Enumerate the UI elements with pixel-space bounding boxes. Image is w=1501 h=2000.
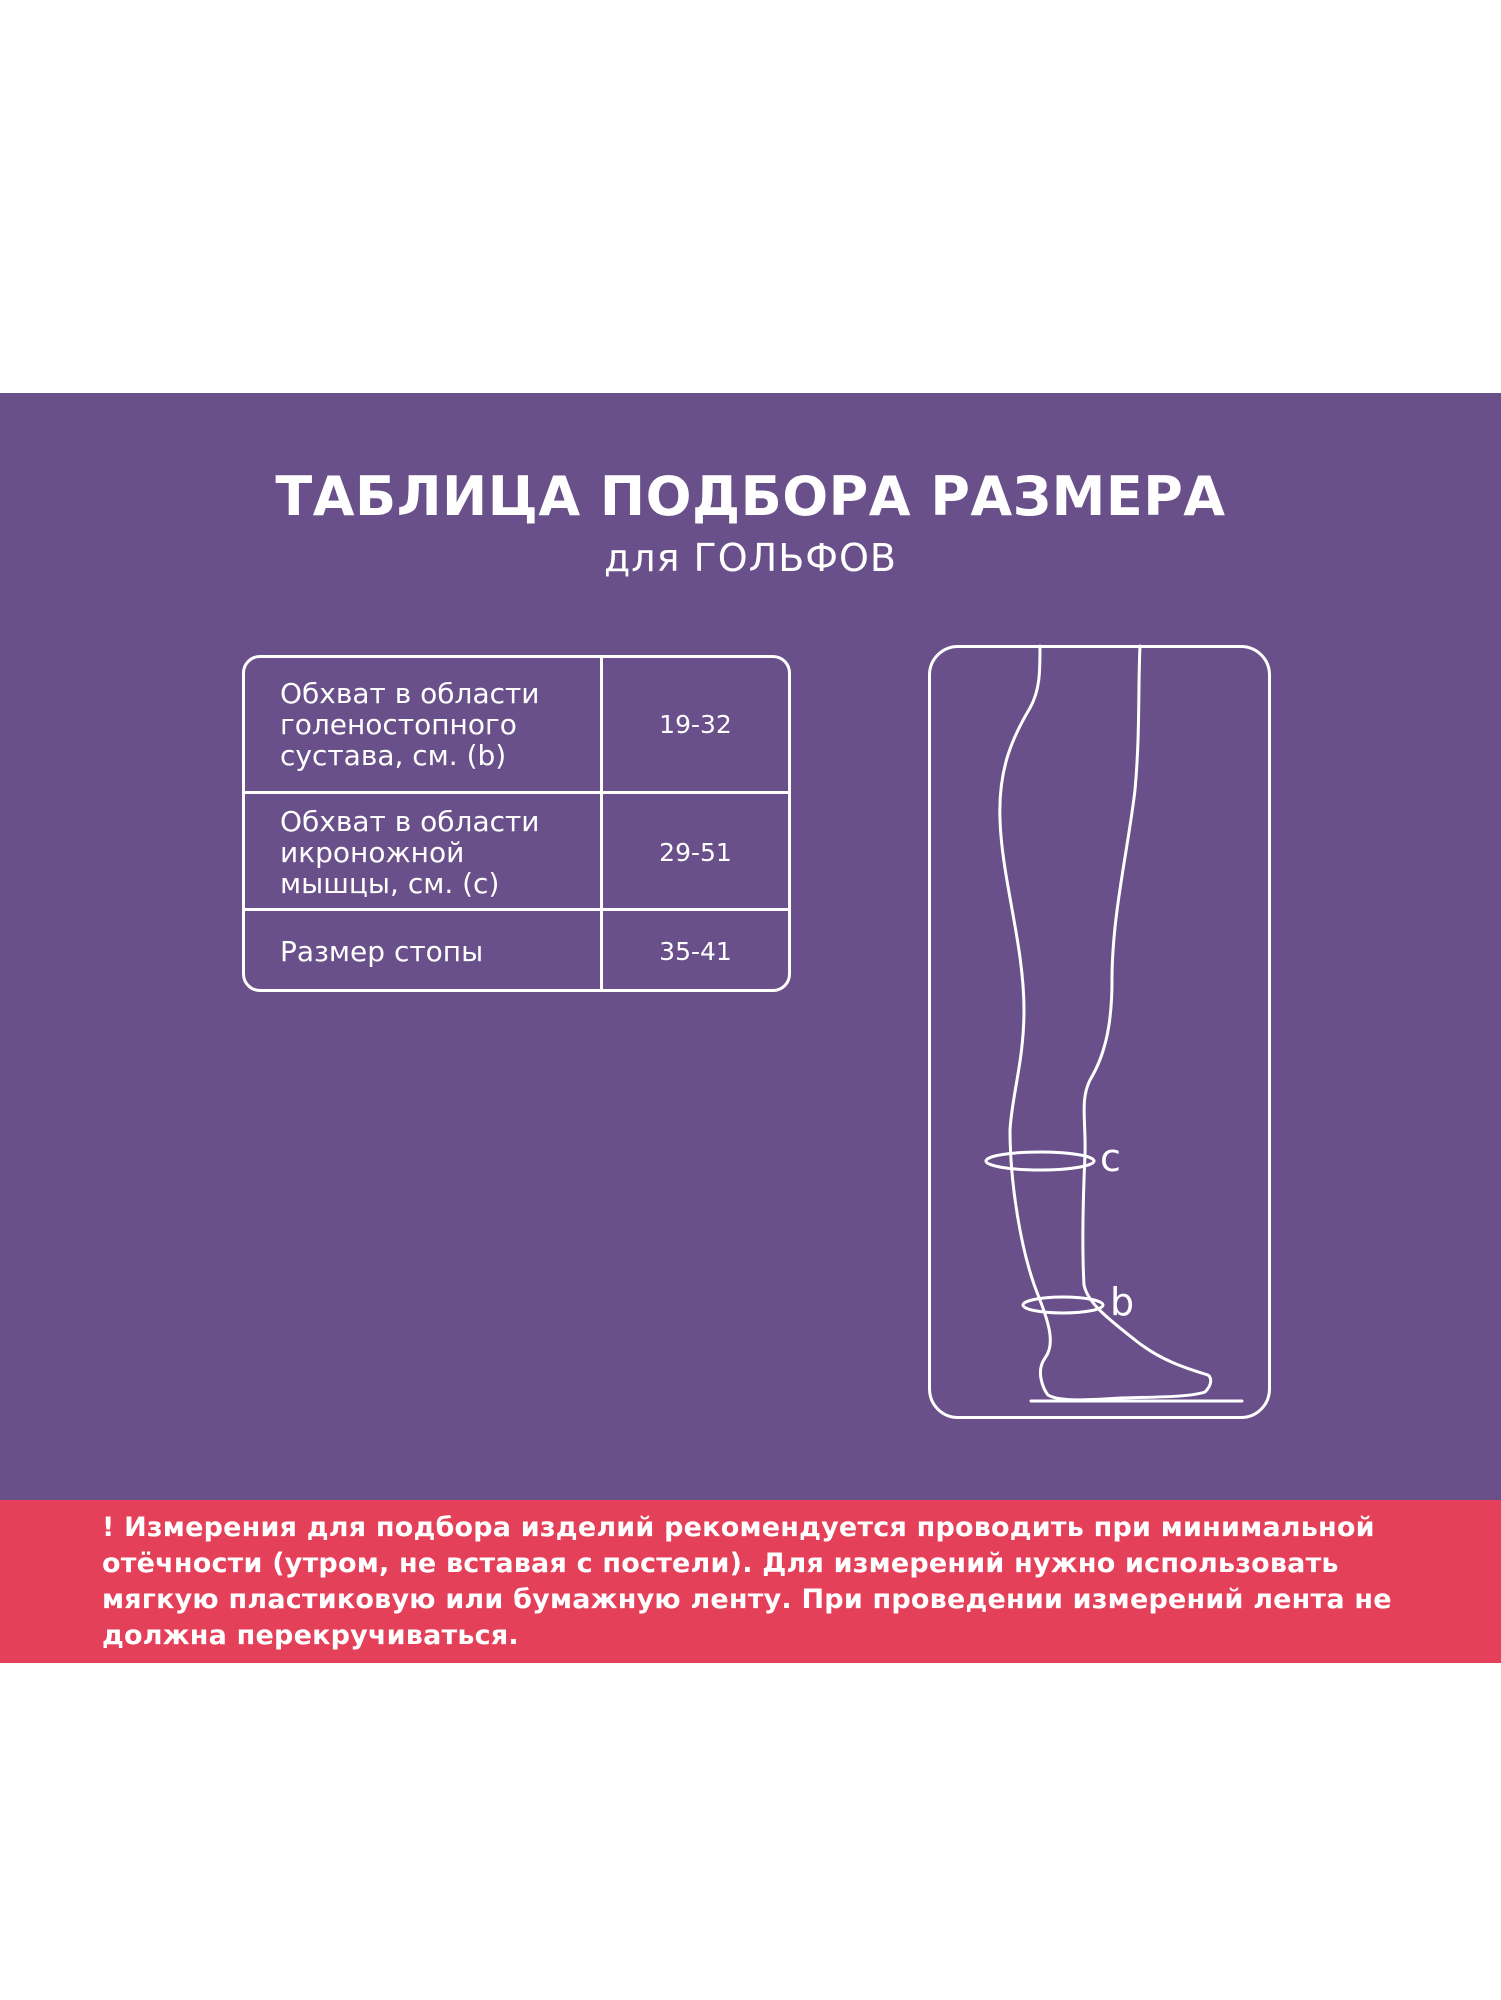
row-value: 29-51 <box>659 838 732 867</box>
calf-measure-ring <box>986 1152 1094 1170</box>
row-value: 19-32 <box>659 710 732 739</box>
page-title: ТАБЛИЦА ПОДБОРА РАЗМЕРА <box>275 465 1226 528</box>
row-label: Обхват в области икроножной мышцы, см. (с) <box>280 805 540 900</box>
ankle-label: b <box>1110 1280 1135 1324</box>
calf-label: c <box>1100 1136 1121 1180</box>
row-label: Обхват в области голеностопного сустава, см. (b) <box>280 677 540 772</box>
ankle-measure-ring <box>1023 1297 1103 1313</box>
row-value: 35-41 <box>659 937 732 966</box>
warning-banner <box>0 1500 1501 1663</box>
row-label: Размер стопы <box>280 935 484 968</box>
page-subtitle: для ГОЛЬФОВ <box>604 536 897 580</box>
warning-text: ! Измерения для подбора изделий рекомендуется проводить при минимальной отёчности (утром, не вставая с постели). Для измерений нужно использовать мягкую пластиковую или бумажную ленту. При проведении измерений лента не должна перекручиваться. <box>102 1512 1392 1651</box>
leg-back-outline <box>1000 646 1211 1400</box>
